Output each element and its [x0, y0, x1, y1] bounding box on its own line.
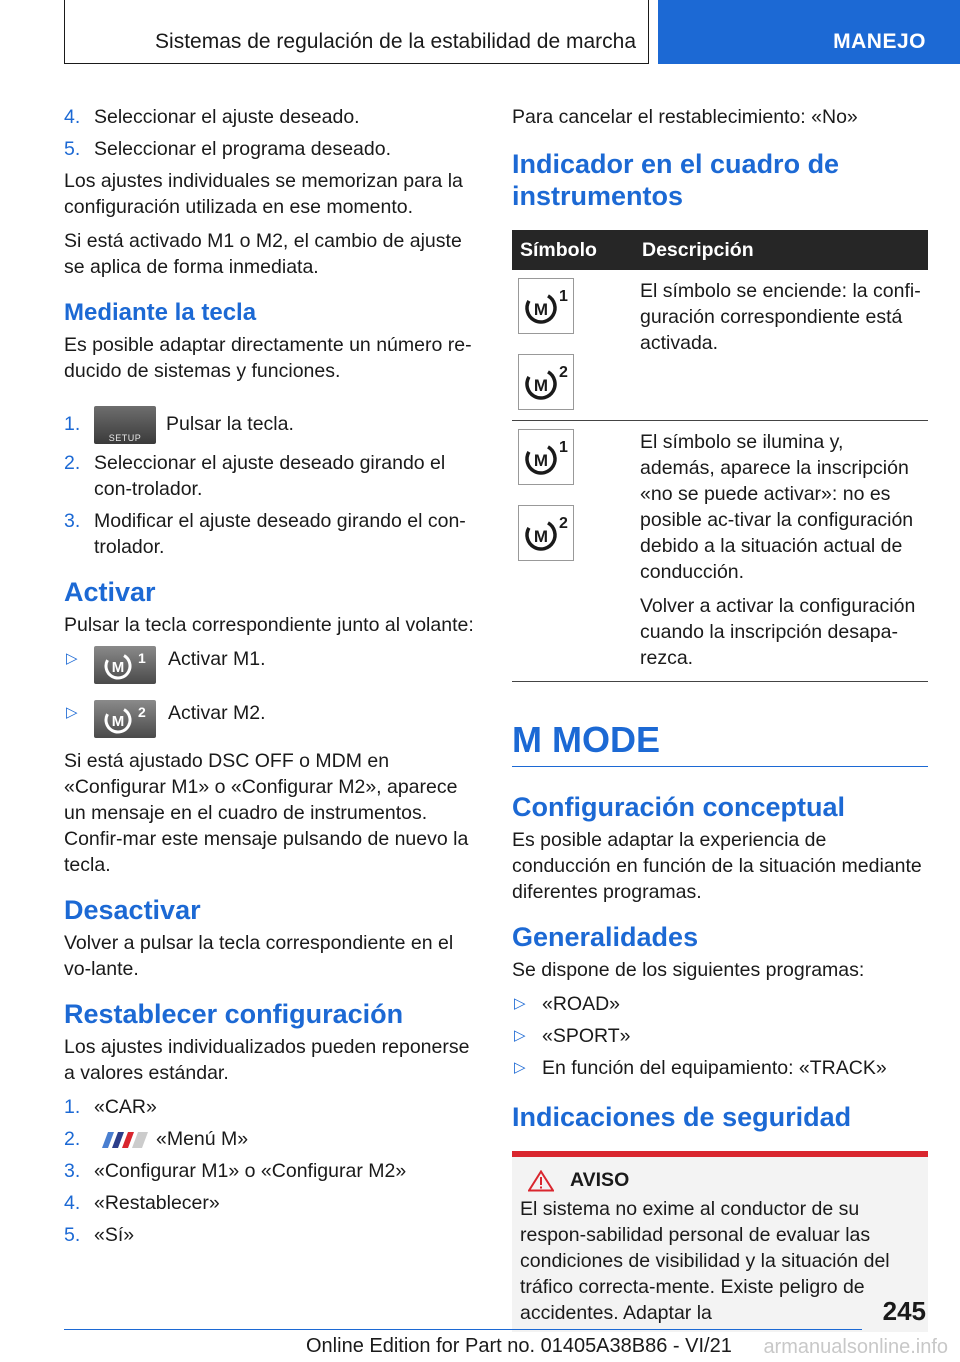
menu-m-icon — [94, 1130, 150, 1150]
section-tab[interactable] — [658, 0, 960, 64]
table-cell: El símbolo se ilumina y, además, aparece la inscripción «no se puede activar»: no es posible ac‐tivar la configuración debido a la situación actual de conducción. Volver a activar la configuración cuando la inscripción desapa‐rezca. — [634, 421, 928, 682]
warning-label: AVISO — [570, 1169, 630, 1191]
list-item: 5. «Sí» — [64, 1224, 135, 1246]
right-column — [512, 104, 928, 1332]
warning-text: El sistema no exime al conductor de su respon‐sabilidad personal de evaluar las condiciones de visibilidad y la situación del tráfico correcta‐mente. Existe peligro de accidentes. Adaptar la — [520, 1198, 890, 1324]
m1-symbol-icon — [518, 278, 574, 334]
list-item: 3. Modificar el ajuste deseado girando el con‐trolador. — [64, 510, 466, 558]
heading-activar: Activar — [64, 577, 156, 607]
heading-generalidades: Generalidades — [512, 922, 699, 952]
table-header-symbol: Símbolo — [512, 230, 634, 270]
table-row — [512, 421, 928, 682]
m1-symbol-icon — [518, 429, 574, 485]
svg-text:M: M — [533, 300, 549, 319]
heading-indicador: Indicador en el cuadro de instrumentos — [512, 149, 840, 211]
steps-restablecer-list — [64, 1094, 478, 1248]
list-item: 1. «CAR» — [64, 1096, 157, 1118]
heading-restablecer: Restablecer configuración — [64, 999, 404, 1029]
svg-text:M: M — [533, 376, 549, 395]
paragraph: Para cancelar el restablecimiento: «No» — [512, 106, 858, 128]
left-column — [64, 104, 478, 1254]
table-row — [512, 270, 928, 421]
list-item: 2. Seleccionar el ajuste deseado girando el con‐trolador. — [64, 452, 446, 500]
heading-m-mode: M MODE — [512, 718, 928, 767]
page-header — [0, 0, 960, 66]
paragraph: Volver a pulsar la tecla correspondiente en el vo‐lante. — [64, 932, 454, 980]
heading-seguridad: Indicaciones de seguridad — [512, 1102, 852, 1132]
steps-tecla-list — [64, 404, 478, 560]
paragraph: Es posible adaptar directamente un número re‐ducido de sistemas y funciones. — [64, 334, 472, 382]
m1-key-icon — [94, 646, 156, 684]
heading-desactivar: Desactivar — [64, 895, 201, 925]
svg-text:M: M — [111, 659, 125, 676]
table-cell: El símbolo se enciende: la confi‐guración correspondiente está activada. — [634, 270, 928, 421]
svg-text:2: 2 — [138, 704, 146, 720]
paragraph: Los ajustes individuales se memorizan para la configuración utilizada en ese momento. — [64, 170, 463, 218]
paragraph: Se dispone de los siguientes programas: — [512, 959, 865, 981]
page-number: 245 — [882, 1296, 926, 1326]
activar-list — [64, 646, 478, 738]
svg-text:1: 1 — [138, 650, 146, 666]
paragraph: Pulsar la tecla correspondiente junto al volante: — [64, 614, 474, 636]
svg-text:M: M — [533, 527, 549, 546]
list-item: ▷ «ROAD» — [514, 993, 621, 1015]
svg-text:1: 1 — [559, 288, 568, 305]
svg-text:1: 1 — [559, 439, 568, 456]
heading-configuracion-conceptual: Configuración conceptual — [512, 792, 846, 822]
chapter-title: Sistemas de regulación de la estabilidad de marcha — [155, 30, 636, 53]
footer-divider — [64, 1329, 862, 1330]
list-item: 4. «Restablecer» — [64, 1192, 220, 1214]
svg-text:M: M — [111, 713, 125, 730]
table-header-description: Descripción — [634, 230, 928, 270]
paragraph: Es posible adaptar la experiencia de conducción en función de la situación mediante diferentes programas. — [512, 829, 922, 903]
header-frame — [64, 0, 649, 64]
m2-symbol-icon — [518, 354, 574, 410]
programs-list — [512, 991, 928, 1081]
svg-text:2: 2 — [559, 515, 568, 532]
list-item: 3. «Configurar M1» o «Configurar M2» — [64, 1160, 407, 1182]
section-tab-label: MANEJO — [833, 30, 926, 53]
steps-top-list — [64, 104, 478, 162]
list-item: ▷ «SPORT» — [514, 1025, 631, 1047]
setup-key-icon: SETUP — [94, 406, 156, 444]
warning-triangle-icon — [528, 1170, 554, 1192]
paragraph: Los ajustes individualizados pueden reponerse a valores estándar. — [64, 1036, 470, 1084]
list-item: 1. SETUP Pulsar la tecla. — [64, 404, 478, 444]
warning-box — [512, 1151, 928, 1332]
paragraph: Si está ajustado DSC OFF o MDM en «Configurar M1» o «Configurar M2», aparece un mensaje en el cuadro de instrumentos. Confir‐mar este mensaje pulsando de nuevo la tecla. — [64, 750, 469, 876]
list-item: 2. «Menú M» — [64, 1128, 249, 1150]
m2-key-icon — [94, 700, 156, 738]
heading-mediante-tecla: Mediante la tecla — [64, 299, 257, 326]
list-item: ▷ M 1 Activar M1. — [64, 646, 478, 684]
watermark: armanualsonline.info — [763, 1336, 948, 1358]
m2-symbol-icon — [518, 505, 574, 561]
list-item: ▷ En función del equipamiento: «TRACK» — [514, 1057, 887, 1079]
list-item: 4. Seleccionar el ajuste deseado. — [64, 106, 360, 128]
list-item: ▷ M 2 Activar M2. — [64, 700, 478, 738]
svg-text:2: 2 — [559, 364, 568, 381]
edition-text: Online Edition for Part no. 01405A38B86 - VI/21 — [306, 1335, 732, 1357]
paragraph: Si está activado M1 o M2, el cambio de ajuste se aplica de forma inmediata. — [64, 230, 462, 278]
list-item: 5. Seleccionar el programa deseado. — [64, 138, 392, 160]
svg-text:M: M — [533, 451, 549, 470]
symbol-table — [512, 230, 928, 682]
